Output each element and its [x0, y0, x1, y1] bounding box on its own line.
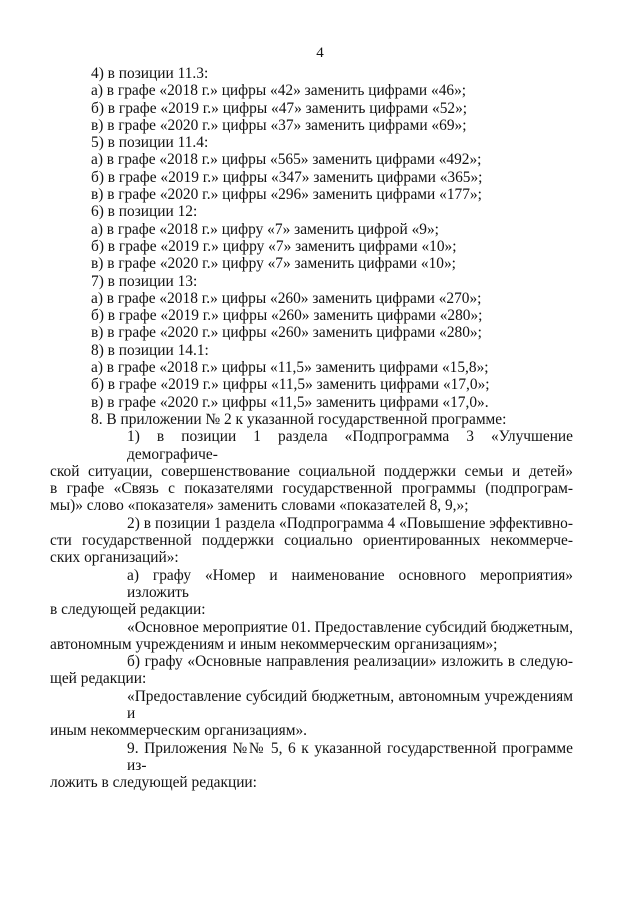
- text-line-27: сти государственной поддержки социально ориентированных некоммерче-: [50, 532, 573, 550]
- text-line-37: 9. Приложения №№ 5, 6 к указанной государственной программе из-: [127, 739, 573, 774]
- text-line-29: а) графу «Номер и наименование основного мероприятия» изложить: [127, 566, 573, 601]
- text-line-10: а) в графе «2018 г.» цифру «7» заменить цифрой «9»;: [91, 220, 439, 238]
- text-line-38: ложить в следующей редакции:: [50, 774, 257, 792]
- text-line-19: б) в графе «2019 г.» цифры «11,5» заменить цифрами «17,0»;: [91, 376, 490, 394]
- text-line-33: б) графу «Основные направления реализации» изложить в следую-: [127, 653, 573, 671]
- text-line-11: б) в графе «2019 г.» цифру «7» заменить цифрами «10»;: [91, 237, 457, 255]
- text-line-3: б) в графе «2019 г.» цифры «47» заменить цифрами «52»;: [91, 99, 468, 117]
- text-line-8: в) в графе «2020 г.» цифры «296» заменить цифрами «177»;: [91, 186, 482, 204]
- text-line-15: б) в графе «2019 г.» цифры «260» заменить цифрами «280»;: [91, 307, 483, 325]
- text-line-32: автономным учреждениям и иным некоммерческим организациям»;: [50, 635, 498, 653]
- text-line-22: 1) в позиции 1 раздела «Подпрограмма 3 «Улучшение демографиче-: [127, 428, 573, 463]
- text-line-18: а) в графе «2018 г.» цифры «11,5» заменить цифрами «15,8»;: [91, 359, 489, 377]
- text-line-30: в следующей редакции:: [50, 601, 206, 619]
- text-line-7: б) в графе «2019 г.» цифры «347» заменить цифрами «365»;: [91, 168, 483, 186]
- text-line-31: «Основное мероприятие 01. Предоставление субсидий бюджетным,: [127, 618, 573, 636]
- text-line-9: 6) в позиции 12:: [91, 203, 198, 221]
- text-line-16: в) в графе «2020 г.» цифры «260» заменить цифрами «280»;: [91, 324, 482, 342]
- page-number: 4: [316, 45, 324, 61]
- text-line-4: в) в графе «2020 г.» цифры «37» заменить цифрами «69»;: [91, 116, 467, 134]
- text-line-6: а) в графе «2018 г.» цифры «565» заменить цифрами «492»;: [91, 151, 482, 169]
- text-line-12: в) в графе «2020 г.» цифру «7» заменить цифрами «10»;: [91, 255, 456, 273]
- text-line-35: «Предоставление субсидий бюджетным, автономным учреждениям и: [127, 687, 573, 722]
- text-line-21: 8. В приложении № 2 к указанной государственной программе:: [91, 410, 507, 428]
- text-line-23: ской ситуации, совершенствование социальной поддержки семьи и детей»: [50, 462, 573, 480]
- text-line-28: ских организаций»:: [50, 549, 179, 567]
- text-line-25: мы)» слово «показателя» заменить словами «показателей 8, 9,»;: [50, 497, 469, 515]
- text-line-1: 4) в позиции 11.3:: [91, 65, 209, 82]
- text-line-20: в) в графе «2020 г.» цифры «11,5» заменить цифрами «17,0».: [91, 393, 489, 411]
- text-line-24: в графе «Связь с показателями государственной программы (подпрограм-: [50, 480, 573, 498]
- document-body: [50, 65, 573, 792]
- text-line-34: щей редакции:: [50, 670, 147, 688]
- text-line-5: 5) в позиции 11.4:: [91, 134, 209, 152]
- text-line-26: 2) в позиции 1 раздела «Подпрограмма 4 «Повышение эффективно-: [127, 514, 573, 532]
- text-line-2: а) в графе «2018 г.» цифры «42» заменить цифрами «46»;: [91, 82, 467, 100]
- text-line-14: а) в графе «2018 г.» цифры «260» заменить цифрами «270»;: [91, 289, 482, 307]
- text-line-36: иным некоммерческим организациям».: [50, 722, 308, 740]
- text-line-13: 7) в позиции 13:: [91, 272, 198, 290]
- text-line-17: 8) в позиции 14.1:: [91, 341, 209, 359]
